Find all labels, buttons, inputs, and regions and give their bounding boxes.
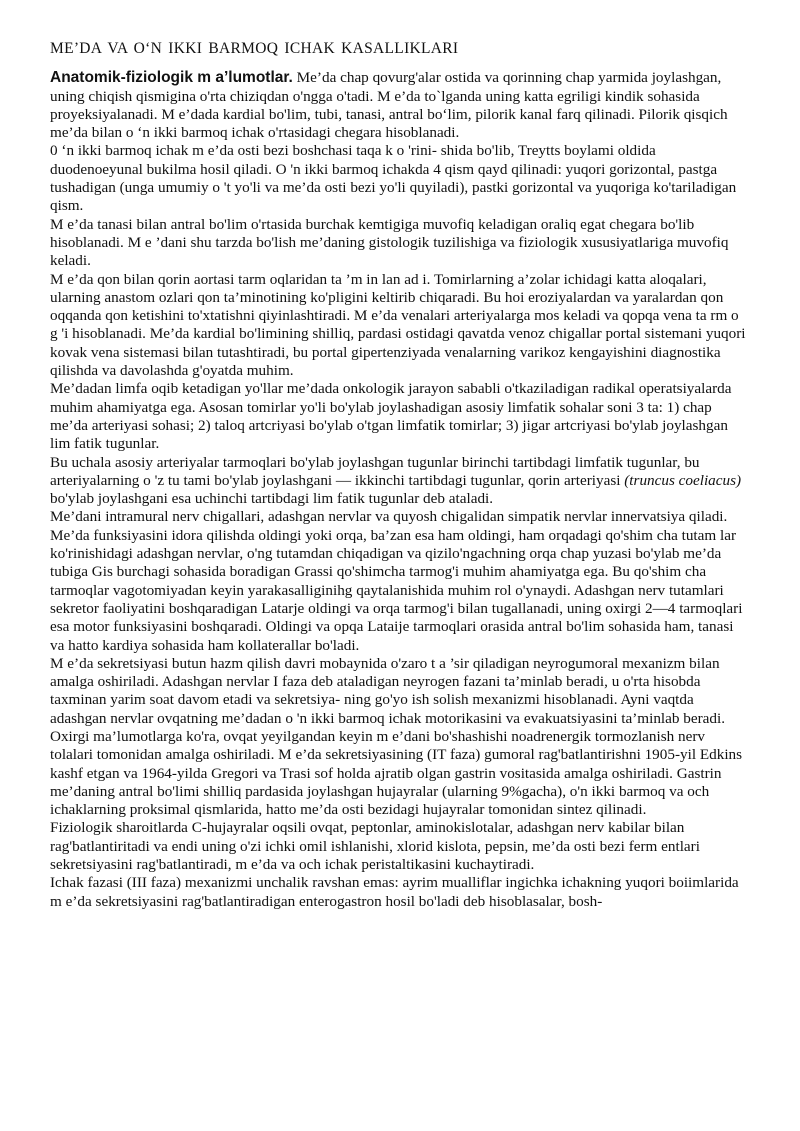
paragraph-blood-supply: M e’da qon bilan qorin aortasi tarm oqlaridan ta ’m in lan ad i. Tomirlarning a’zolar ichidagi katta aloqalari, ularning anastom ozlari qon ta’minotining ko'pligini keltirib chiqaradi. Bu hoi eroziyalardan va yaralardan qon oqqanda qon ketishini to'xtatishni qiyinlashtiradi. M e’da venalari arteriyalarga mos keladi va qopqa vena ta rm o g 'i hisoblanadi. Me’da kardial bo'limining shilliq, pardasi ostidagi qavatda venoz chigallar portal sistemani yuqori kovak vena sistemasi bilan tutashtiradi, bu portal gipertenziyada venalarning varikoz kengayishini diagnostika qilishda va davolashda g'oyatda muhim.: [50, 270, 746, 380]
document-page: [50, 40, 750, 911]
latin-term: (truncus coeliacus): [624, 471, 742, 489]
paragraph-lymph-drainage: Me’dadan limfa oqib ketadigan yo'llar me’dada onkologik jarayon sababli o'tkaziladigan radikal operatsiyalarda muhim ahamiyatga ega. Asosan tomirlar yo'li bo'ylab joylashadigan asosiy limfatik sohalar soni 3 ta: 1) chap me’da arteriyasi sohasi; 2) taloq artcriyasi bo'ylab o'tgan limfatik tomirlar; 3) jigar artcriyasi bo'ylab joylashgan lim fatik tugunlar.: [50, 380, 732, 453]
document-title: ME’DA VA O‘N IKKI BARMOQ ICHAK KASALLIKLARI: [50, 40, 459, 57]
paragraph-text: Me’da chap qovurg'alar ostida va qorinning chap yarmida joylashgan, uning chiqish qismigina o'rta chiziqdan o'ngga o'tadi. M e’da to`lganda uning katta egriligi kindik sohasida proyeksiyalanadi. M e’dada kardial bo'lim, tubi, tanasi, antral bo‘lim, pilorik kanal farq qilinadi. Pilorik qisqich me’da bilan o ‘n ikki barmoq ichak o'rtasidagi chegara hisoblanadi.: [50, 69, 728, 142]
paragraph-nerve-branches: Me’da funksiyasini idora qilishda oldingi yoki orqa, ba’zan esa ham oldingi, ham orqadagi qo'shim cha tutam lar ko'rinishidagi adashgan nervlar, o'ng tutamdan chiqadigan va qizilo'ngachning orqa chap yuzasi bo'ylab me’da tubiga Gis burchagi sohasida boradigan Grassi qo'shimcha tarmog'i muhim ahamiyatga ega. Bu qo'shim cha tarmoqlar vagotomiyadan keyin yarakasalliginihg qaytalanishida muhim rol o'ynaydi. Adashgan nerv tutamlari sekretor faoliyatini boshqaradigan Latarje oldingi va orqa tarmog'i bilan tugallanadi, uning oxirgi 2—4 tarmoqlari esa motor funksiyasini boshqaradi. Oldingi va opqa Lataije tarmoqlari orasida antral bo'lim sohasida ham, tanasi va hatto kardiya sohasida ham kollaterallar bo'ladi.: [50, 526, 743, 654]
paragraph-text: bo'ylab joylashgani esa uchinchi tartibdagi lim fatik tugunlar deb ataladi.: [50, 490, 494, 508]
paragraph-text: Bu uchala asosiy arteriyalar tarmoqlari bo'ylab joylashgan tugunlar birinchi tartibdagi limfatik tugunlar, bu arteriyalarning o 'z tu tami bo'ylab joylashgani — ikkinchi tartibdagi tugunlar, qorin arteriyasi: [50, 453, 700, 489]
paragraph-intestinal-phase: Ichak fazasi (III faza) mexanizmi unchalik ravshan emas: ayrim mualliflar ingichka ichakning yuqori boiimlarida m e’da sekretsiyasini rag'batlantiradigan enterogastron hosil bo'ladi deb hisoblasalar, bosh-: [50, 874, 739, 910]
paragraph-physiology: Fiziologik sharoitlarda C-hujayralar oqsili ovqat, peptonlar, aminokislotalar, adashgan nerv kabilar bilan rag'batlantiritadi va endi uning o'zi ichki omil ishlanishi, xlorid kislota, pepsin, me’da osti bezi ferm entlari sekretsiyasini rag'batlantiradi, m e’da va och ichak peristaltikasini kuchaytiradi.: [50, 819, 700, 874]
paragraph-intro: [50, 69, 750, 142]
paragraph-duodenum: 0 ‘n ikki barmoq ichak m e’da osti bezi boshchasi taqa k o 'rini- shida bo'lib, Treytts boylami oldida duodenoeyunal bukilma hosil qiladi. O 'n ikki barmoq ichakda 4 qism qayd qilinadi: yuqori gorizontal, pastga tushadigan (unga umumiy o 't yo'li va me’da osti bezi yo'li quyiladi), pastki gorizontal va yuqoriga ko'tariladigan qism.: [50, 142, 737, 215]
paragraph-lymph-nodes: [50, 454, 750, 509]
paragraph-gastrin: Oxirgi ma’lumotlarga ko'ra, ovqat yeyilgandan keyin m e’dani bo'shashishi noadrenergik tormozlanish nerv tolalari tomonidan amalga oshiriladi. M e’da sekretsiyasining (IT faza) gumoral rag'batlantirishni 1905-yil Edkins kashf etgan va 1964-yilda Gregori va Trasi sof holda ajratib olgan gastrin vositasida amalga oshiriladi. Gastrin me’daning antral bo'limi shilliq pardasida joylashgan hujayralar (ularning 9%gacha), o'n ikki barmoq va och ichaklarning proksimal qismlarida, hatto me’da osti bezidagi hujayralar tomonidan sintez qilinadi.: [50, 727, 743, 819]
paragraph-secretion-phase-one: M e’da sekretsiyasi butun hazm qilish davri mobaynida o'zaro t a ’sir qiladigan neyrogumoral mexanizm bilan amalga oshiriladi. Adashgan nervlar I faza deb ataladigan neyrogen fazani ta’minlab beradi, u o'rta hisobda taxminan yarim soat davom etadi va sekretsiya- ning go'yo ish solish mexanizmi hisoblanadi. Ayni vaqtda adashgan nervlar ovqatning me’dadan o 'n ikki barmoq ichak motorikasini va evakuatsiyasini ta’minlab beradi.: [50, 654, 726, 727]
paragraph-antral-border: M e’da tanasi bilan antral bo'lim o'rtasida burchak kemtigiga muvofiq keladigan oraliq egat chegara bo'lib hisoblanadi. M e ’dani shu tarzda bo'lish me’daning gistologik tuzilishiga va fiziologik xususiyatlariga muvofiq keladi.: [50, 215, 729, 270]
section-heading: Anatomik-fiziologik m a’lumotlar.: [50, 69, 293, 87]
paragraph-innervation: Me’dani intramural nerv chigallari, adashgan nervlar va quyosh chigalidan simpatik nervlar innervatsiya qiladi.: [50, 508, 728, 526]
